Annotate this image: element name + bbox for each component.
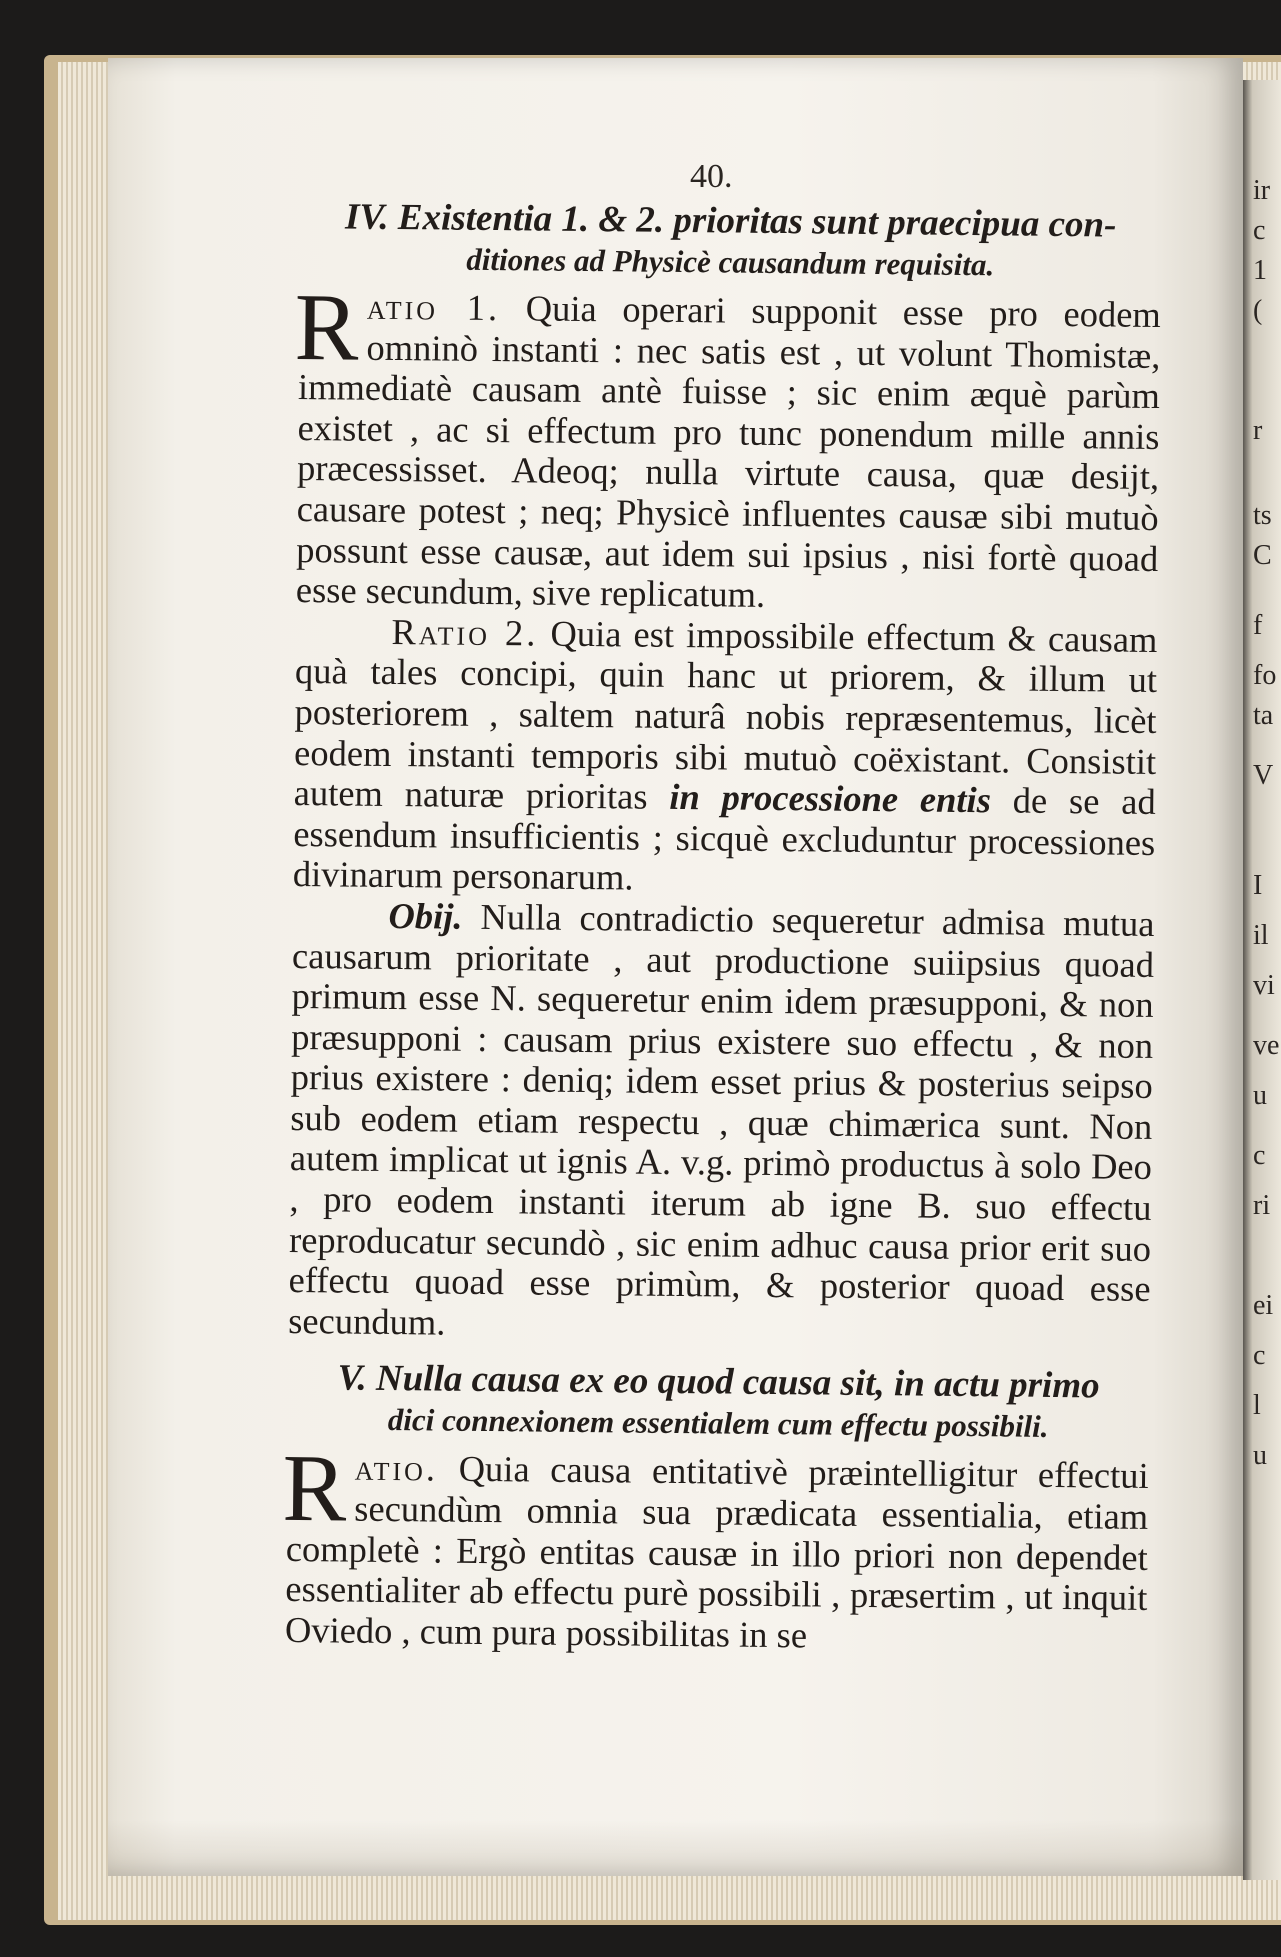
next-page-fragment: ei [1253,1290,1274,1321]
next-page-fragment: ( [1253,295,1263,326]
next-page-fragment: u [1253,1080,1267,1111]
next-page-edge [1243,80,1281,1880]
paragraph [293,611,1158,904]
next-page-fragment: I [1253,870,1263,901]
section-heading-line: IV. Existentia 1. & 2. prioritas sunt praecipua con- [344,196,1117,246]
section-heading-line: dici connexionem essentialem cum effectu possibili. [387,1402,1049,1445]
paragraph-text: Quia est impossibile effectum & causam quà tales concipi, quin hanc ut priorem, & illum ut posteriorem , saltem naturâ nobis repræsentemus, licèt eodem instanti temporis sibi mutuò coëxistant. Consistit autem naturæ prioritas [293,612,1158,817]
paragraph-text: Quia operari supponit esse pro eodem omninò instanti : nec satis est , ut volunt Thomistæ, immediatè causam antè fuisse ; sic enim æquè parùm existet , ac si effectum pro tunc ponendum mille annis præcessisset. Adeoq; nulla virtute causa, quæ desijt, causare potest ; neq; Physicè influentes causæ sibi mutuò possunt esse causæ, aut idem sui ipsius , nisi fortè quoad esse secundum, sive replicatum. [295,287,1162,616]
next-page-fragment: f [1253,610,1263,641]
paragraph-lead: atio. [354,1447,439,1489]
paragraph-lead: Ratio 2. [391,610,539,654]
next-page-fragment: fo [1253,660,1277,691]
next-page-fragment: ir [1253,175,1271,206]
paragraph-italic: in processione entis [669,776,992,821]
paragraph-lead: atio 1. [366,285,501,329]
drop-cap: R [281,1434,348,1542]
section-heading [287,1357,1150,1448]
drop-cap: R [294,272,360,381]
paragraph [281,1434,1149,1659]
paragraph [294,272,1162,620]
paragraph-lead: Obij. [388,894,463,937]
next-page-fragment: c [1253,1140,1266,1171]
page-text [281,196,1162,1659]
paragraph-text: Nulla contradictio sequeretur admisa mutua causarum prioritate , aut productione suiipsius quoad primum esse N. sequeretur enim idem præsupponi, & non præsupponi : causam prius existere suo effectu , & non prius existere : deniq; idem esset prius & posterius seipso sub eodem etiam respectu , quæ chimærica sunt. Non autem implicat ut ignis A. v.g. primò productus à solo Deo , pro eodem instanti iterum ab igne B. suo effectu reproducatur secundò , sic enim adhuc causa prior erit suo effectu quoad esse primùm, & posterior quoad esse secundum. [288,895,1155,1343]
section-heading-line: V. Nulla causa ex eo quod causa sit, in actu primo [337,1357,1100,1407]
next-page-fragment: vi [1253,970,1275,1001]
paragraph-text: de se ad essendum insufficientis ; sicquè excluduntur processiones divinarum personarum. [292,779,1156,898]
next-page-fragment: ri [1253,1190,1271,1221]
next-page-fragment: ta [1253,700,1274,731]
next-page-fragment: c [1253,215,1266,246]
next-page-fragment: ve [1253,1030,1280,1061]
next-page-fragment: u [1253,1440,1267,1471]
next-page-fragment: V [1253,760,1274,791]
section-heading [299,196,1162,287]
next-page-fragment: il [1253,920,1269,951]
paragraph [288,895,1155,1351]
next-page-fragment: c [1253,1340,1266,1371]
page-wear-shadow [108,1820,1243,1876]
next-page-fragment: ts [1253,500,1272,531]
next-page-fragment: l [1253,1390,1261,1421]
next-page-fragment: 1 [1253,255,1267,286]
page-number: 40. [690,158,733,195]
section-heading-line: ditiones ad Physicè causandum requisita. [466,241,995,283]
paragraph-text: Quia causa entitativè præintelligitur effectui secundùm omnia sua prædicata essentialia, etiam completè : Ergò entitas causæ in illo priori non dependet essentialiter ab effectu purè possibili , præsertim , ut inquit Oviedo , cum pura possibilitas in se [284,1448,1149,1656]
next-page-fragment: r [1253,415,1263,446]
next-page-fragment: C [1253,540,1272,571]
